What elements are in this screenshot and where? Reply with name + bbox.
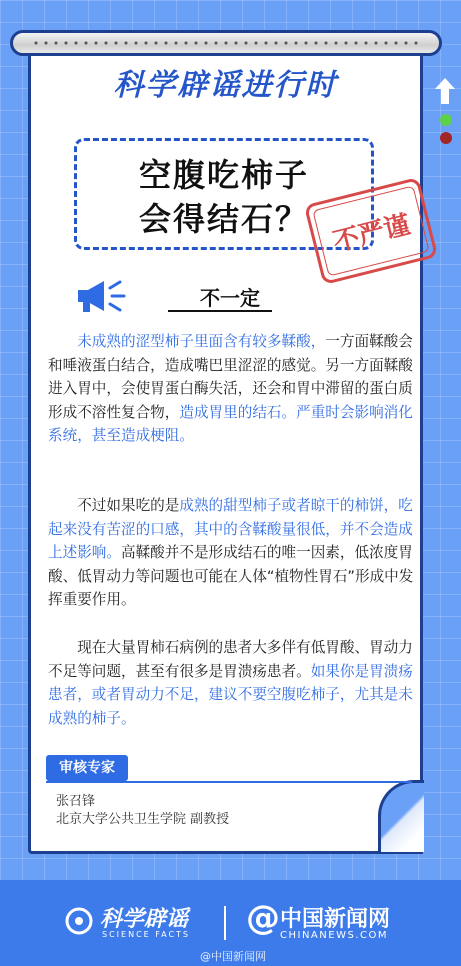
reviewer-tag: 审核专家 [46,755,128,781]
p2-segment: 成熟的甜型柿子或者晾干的柿饼，吃起来没有苦涩的口感，其中的含鞣酸量很低，并不会造成上述影响。 [48,497,413,562]
p2-segment: 高鞣酸并不是形成结石的唯一因素，低浓度胃酸、低胃动力等问题也可能在人体“植物性胃石”形成中发挥重要作用。 [48,544,414,609]
paragraph-2 [48,494,416,612]
verdict-text: 不一定 [200,286,260,310]
red-indicator [440,132,452,144]
paragraph-3 [48,636,416,730]
p1-segment: 造成胃里的结石。严重时会影响消化系统，甚至造成梗阻。 [48,403,413,445]
p1-segment: 一方面鞣酸会和唾液蛋白结合，造成嘴巴里涩涩的感觉。另一方面鞣酸进入胃中，会使胃蛋白酶失活，还会和胃中滞留的蛋白质形成不溶性复合物， [48,333,413,421]
reviewer-role: 北京大学公共卫生学院 副教授 [56,812,230,827]
reviewer-divider [46,781,412,783]
arrow-up-icon[interactable] [435,78,455,104]
p3-segment: 现在大量胃柿石病例的患者大多伴有低胃酸、胃动力不足等问题，甚至有很多是胃溃疡患者。 [48,639,413,680]
science-facts-subtitle: SCIENCE FACTS [102,930,190,939]
megaphone-icon [74,278,130,314]
chinanews-title: 中国新闻网 [280,907,391,932]
stamp-text: 不严谨 [330,209,414,258]
science-facts-logo [64,902,214,944]
watermark: @中国新闻网 [200,950,266,963]
science-facts-title: 科学辟谣 [100,907,189,932]
p1-segment: 未成熟的涩型柿子里面含有较多鞣酸， [77,333,326,350]
chinanews-at-mark: @ [246,898,280,938]
footer-divider [224,906,226,940]
chinanews-logo [246,898,416,944]
verdict-underline [168,310,272,312]
p3-segment: 如果你是胃溃疡患者，或者胃动力不足，建议不要空腹吃柿子，尤其是未成熟的柿子。 [48,662,413,727]
page-title: 科学辟谣进行时 [113,68,338,103]
p2-segment: 不过如果吃的是 [77,497,180,514]
science-facts-logo-icon [64,906,94,936]
scroll-roller [10,30,442,56]
green-indicator [440,114,452,126]
paragraph-1 [48,330,416,448]
chinanews-subtitle: CHINANEWS.COM [280,930,388,941]
reviewer-name: 张召锋 [56,794,96,809]
question-line-2: 会得结石？ [138,200,309,238]
question-line-1: 空腹吃柿子 [138,156,309,194]
